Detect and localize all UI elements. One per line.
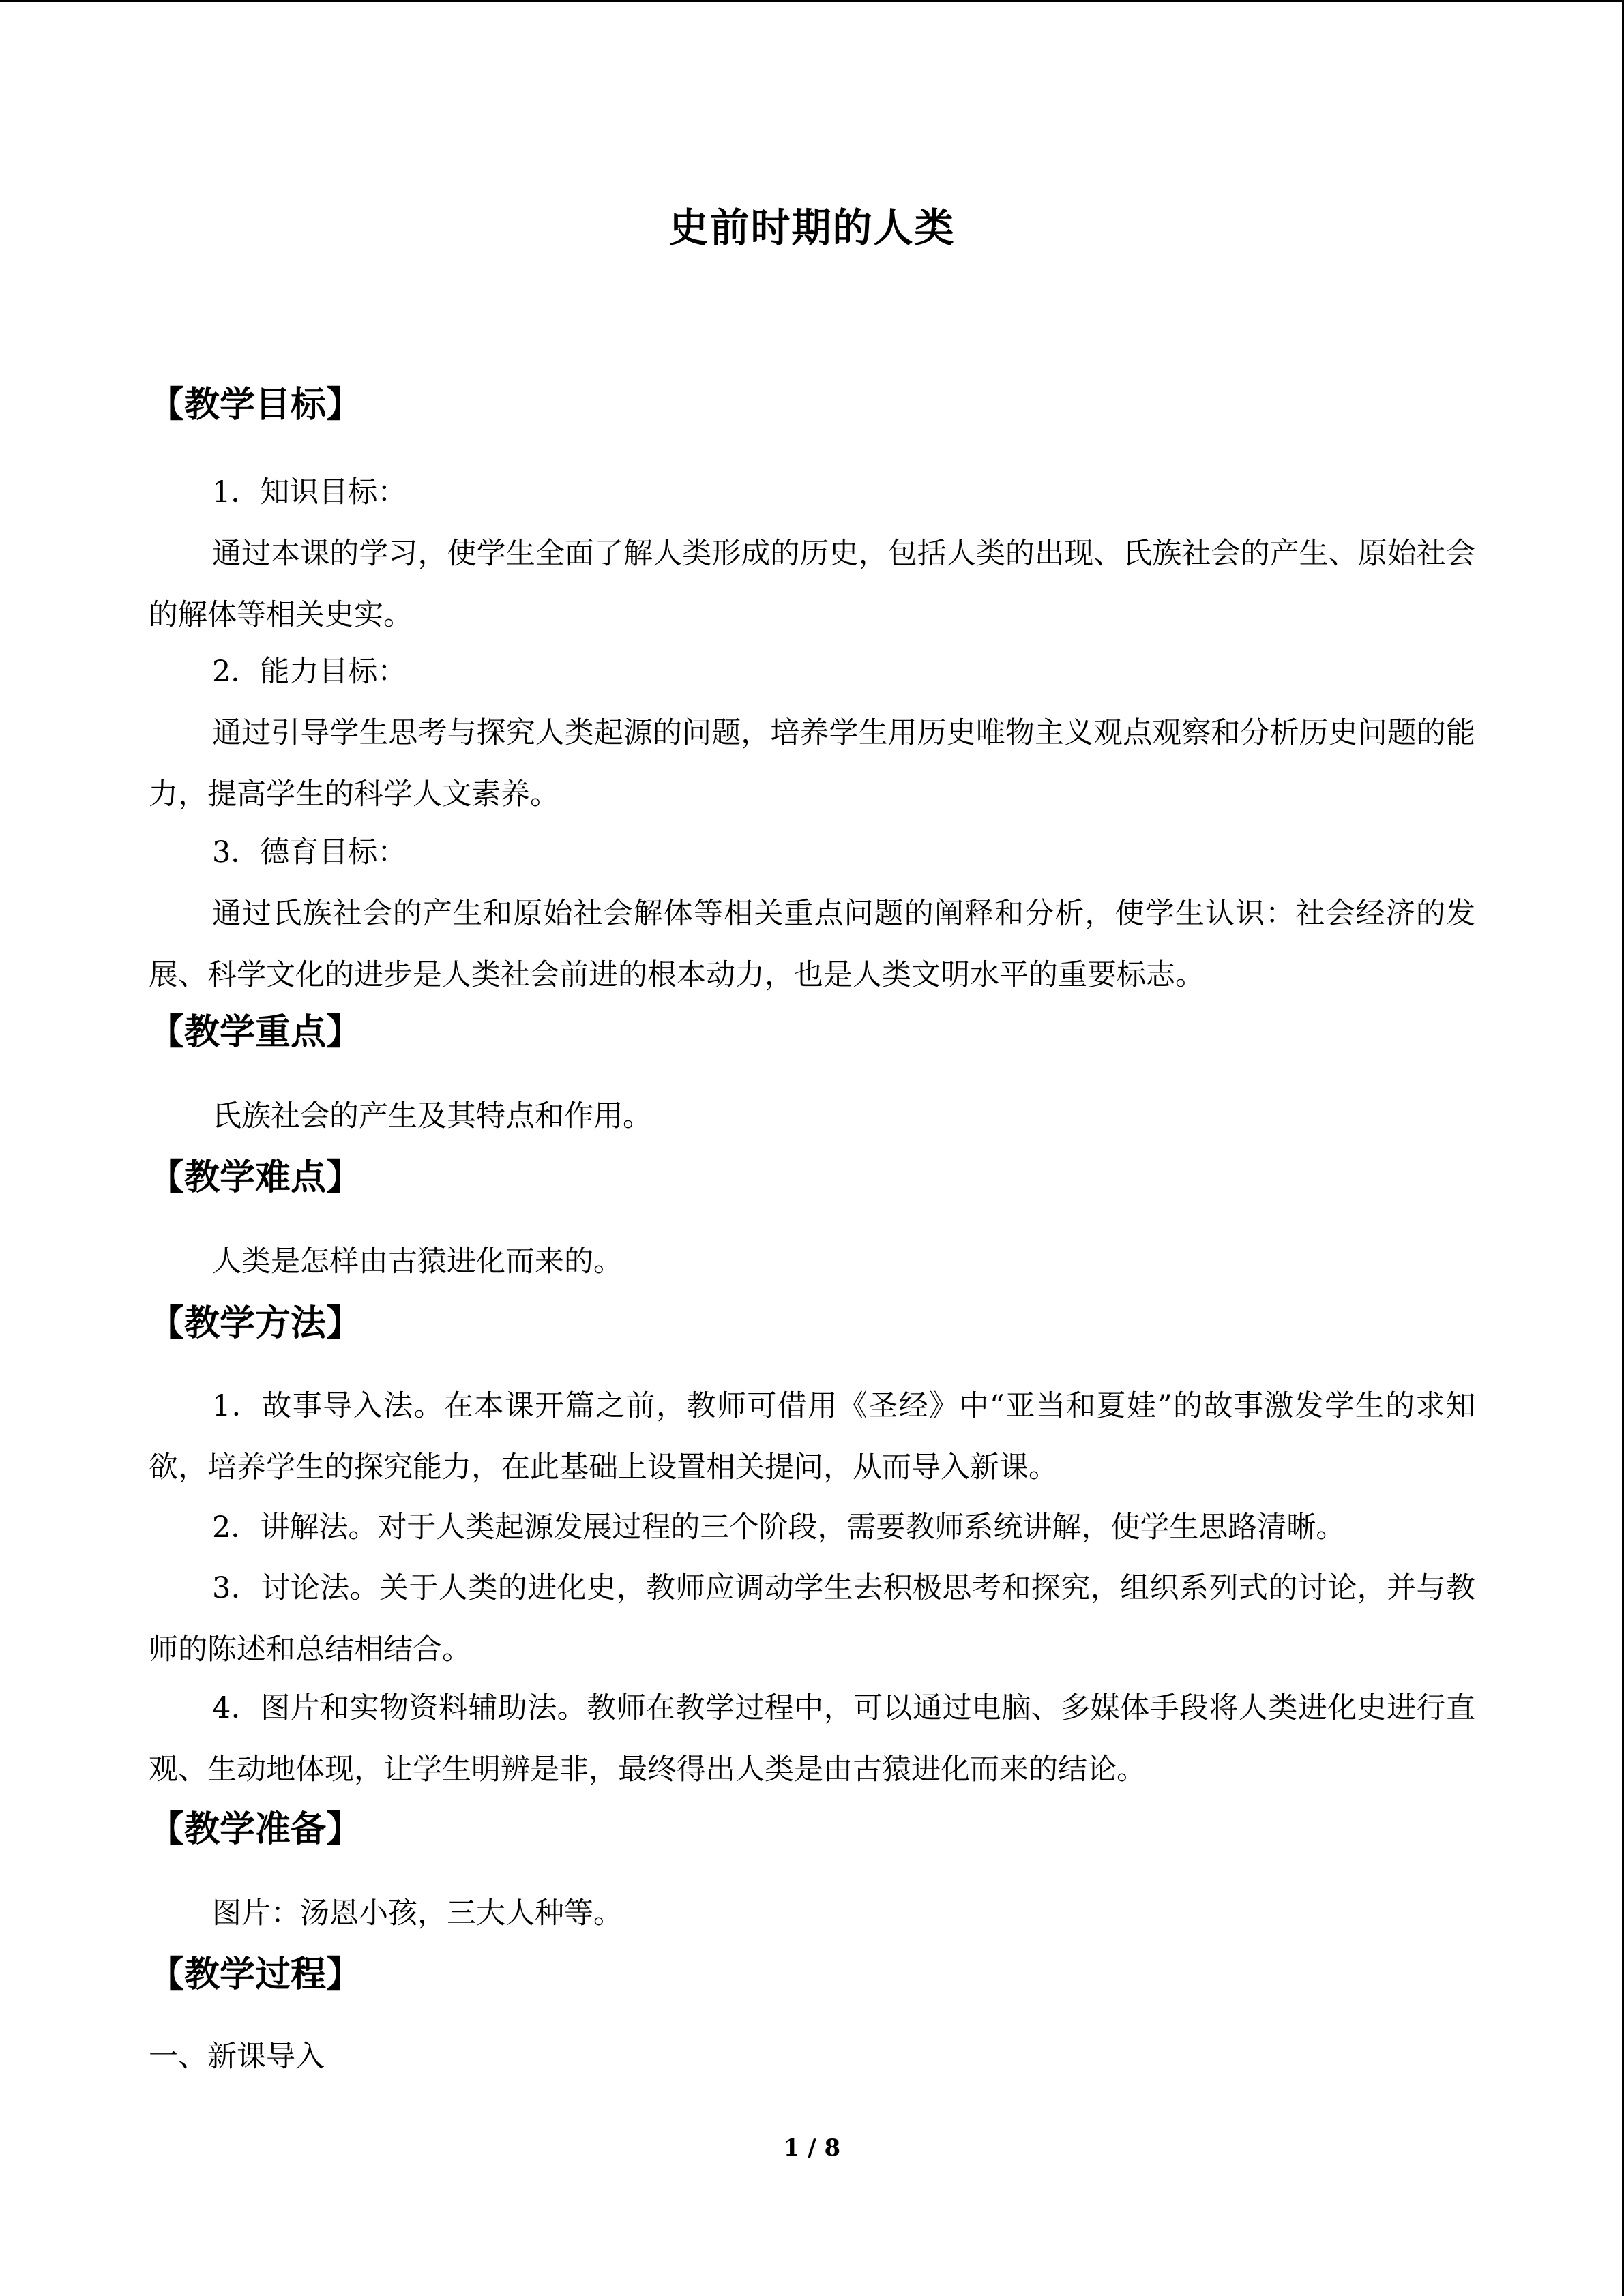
document-title: 史前时期的人类 [668,205,956,251]
method-item-story: 1．故事导入法。在本课开篇之前，教师可借用《圣经》中“亚当和夏娃”的故事激发学生的求知欲，培养学生的探究能力，在此基础上设置相关提问，从而导入新课。 [149,1389,1475,1485]
key-points-text: 氏族社会的产生及其特点和作用。 [212,1099,652,1133]
methods-heading: 【教学方法】 [149,1302,362,1344]
method-item-lecture: 2．讲解法。对于人类起源发展过程的三个阶段，需要教师系统讲解，使学生思路清晰。 [212,1510,1346,1545]
moral-objective-label: 3．德育目标： [212,835,407,869]
key-points-heading: 【教学重点】 [149,1011,362,1053]
difficulties-text: 人类是怎样由古猿进化而来的。 [212,1244,623,1279]
page-number: 1 / 8 [783,2134,841,2162]
preparation-heading: 【教学准备】 [149,1808,362,1850]
page-border-top [0,0,1624,2]
knowledge-objective-text: 通过本课的学习，使学生全面了解人类形成的历史，包括人类的出现、氏族社会的产生、原始社会的解体等相关史实。 [149,537,1475,632]
process-step-intro: 一、新课导入 [149,2040,325,2074]
process-heading: 【教学过程】 [149,1954,362,1995]
method-item-visual-aids: 4．图片和实物资料辅助法。教师在教学过程中，可以通过电脑、多媒体手段将人类进化史进行直观、生动地体现，让学生明辨是非，最终得出人类是由古猿进化而来的结论。 [149,1691,1475,1787]
method-item-discussion: 3．讨论法。关于人类的进化史，教师应调动学生去积极思考和探究，组织系列式的讨论，并与教师的陈述和总结相结合。 [149,1571,1475,1667]
objectives-heading: 【教学目标】 [149,384,362,426]
ability-objective-text: 通过引导学生思考与探究人类起源的问题，培养学生用历史唯物主义观点观察和分析历史问题的能力，提高学生的科学人文素养。 [149,716,1475,811]
moral-objective-text: 通过氏族社会的产生和原始社会解体等相关重点问题的阐释和分析，使学生认识：社会经济的发展、科学文化的进步是人类社会前进的根本动力，也是人类文明水平的重要标志。 [149,897,1475,992]
knowledge-objective-label: 1．知识目标： [212,475,407,509]
preparation-text: 图片：汤恩小孩，三大人种等。 [212,1896,623,1930]
ability-objective-label: 2．能力目标： [212,655,407,689]
difficulties-heading: 【教学难点】 [149,1157,362,1198]
